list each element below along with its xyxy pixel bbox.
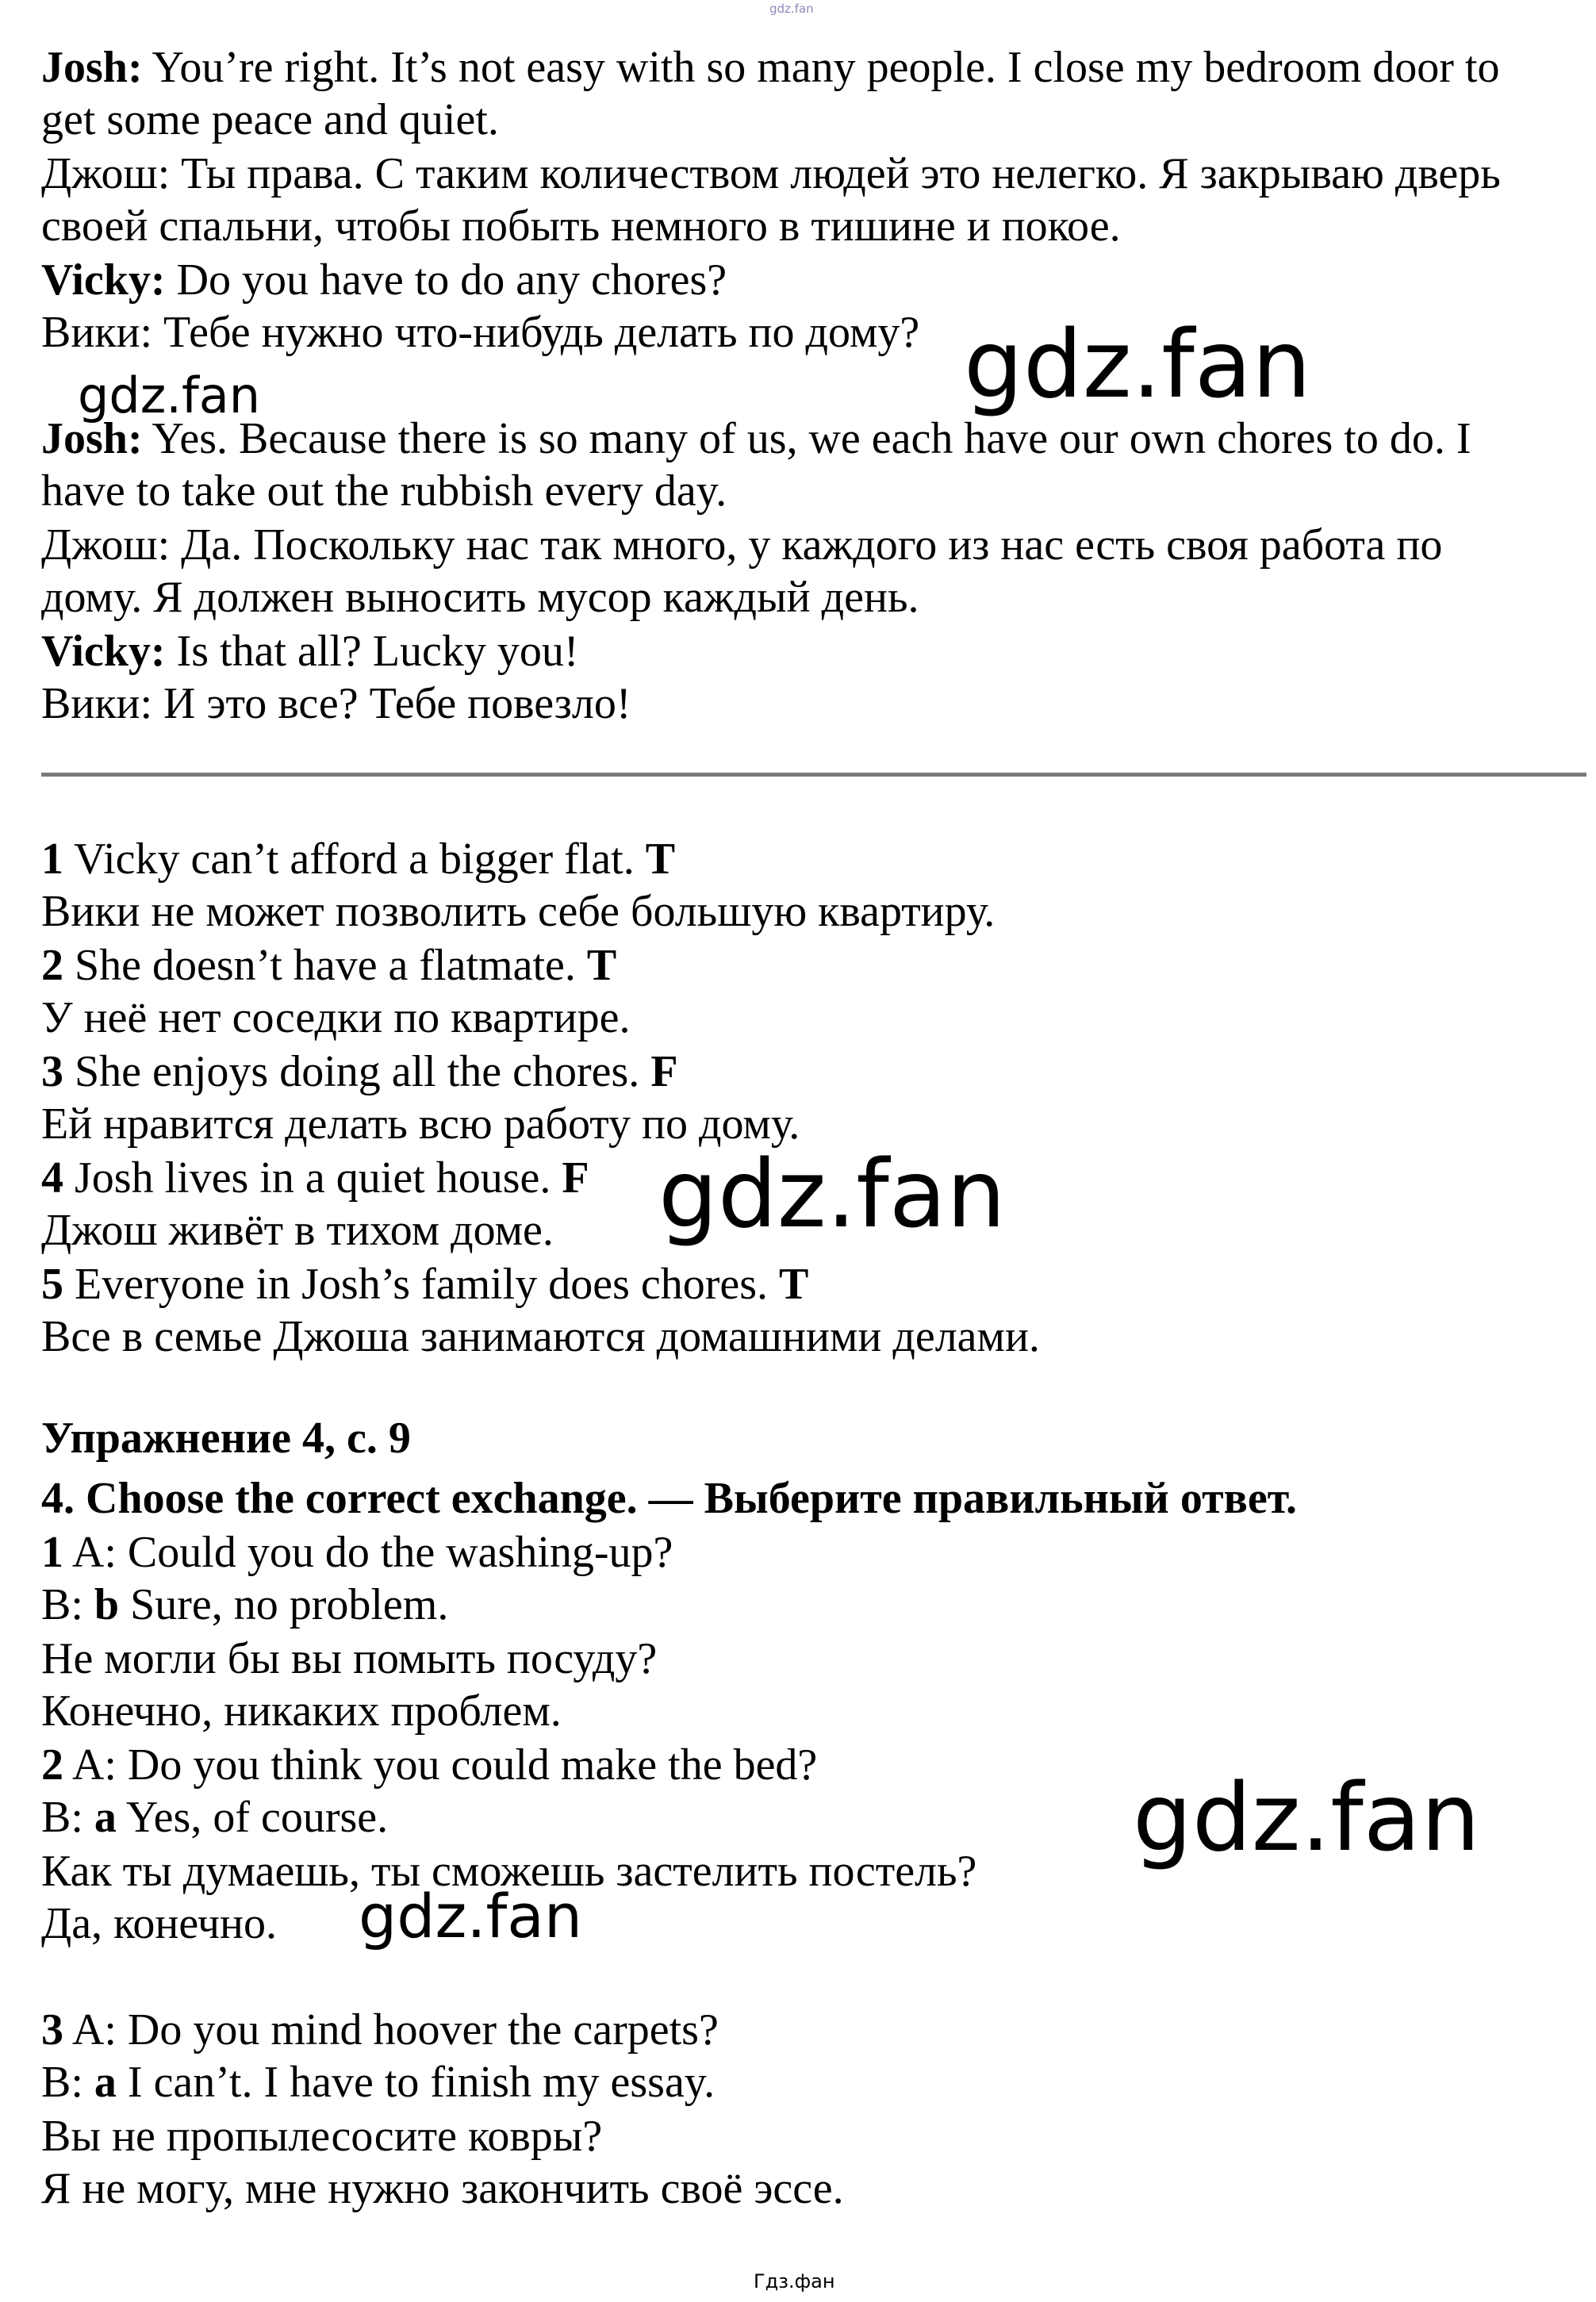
dialogue-line: [41, 94, 499, 146]
exchange-question: [41, 1739, 817, 1791]
dialogue-line: [41, 519, 1442, 571]
dialogue-text: Вики: И это все? Тебе повезло!: [41, 679, 631, 728]
watermark: gdz.fan: [658, 1139, 1006, 1249]
statement-number: 1: [41, 834, 63, 884]
statement-answer: F: [562, 1153, 589, 1203]
dialogue-line: [41, 41, 1499, 94]
dialogue-line: [41, 148, 1501, 200]
question-translation: Вы не пропылесосите ковры?: [41, 2112, 603, 2161]
statement-text: Josh lives in a quiet house.: [63, 1153, 562, 1203]
dialogue-text: You’re right. It’s not easy with so many people. I close my bedroom door to: [142, 43, 1500, 92]
dialogue-line: [41, 677, 631, 730]
statement-number: 5: [41, 1260, 63, 1309]
exchange-answer: [41, 1791, 388, 1844]
speaker: Josh:: [41, 43, 143, 92]
answer-text: Yes, of course.: [116, 1793, 389, 1842]
answer-text: Sure, no problem.: [119, 1580, 449, 1629]
exchange-number: 1: [41, 1528, 63, 1577]
dialogue-line: [41, 200, 1121, 252]
dialogue-line: [41, 306, 919, 359]
exchange-question: [41, 2004, 719, 2056]
statement-number: 4: [41, 1153, 63, 1203]
exercise-heading: Упражнение 4, с. 9: [41, 1414, 411, 1463]
statement-answer: T: [645, 834, 676, 884]
question-text: A: Do you think you could make the bed?: [63, 1740, 818, 1790]
dialogue-text: get some peace and quiet.: [41, 95, 499, 144]
statement-text: She enjoys doing all the chores.: [63, 1047, 651, 1096]
watermark: gdz.fan: [359, 1881, 583, 1951]
dialogue-text: Do you have to do any chores?: [165, 255, 727, 305]
answer-translation: Да, конечно.: [41, 1899, 277, 1948]
exchange-answer: [41, 1579, 448, 1631]
watermark: gdz.fan: [1133, 1763, 1480, 1872]
statement-line: [41, 1258, 808, 1310]
answer-translation: Конечно, никаких проблем.: [41, 1686, 562, 1736]
dialogue-line: [41, 625, 579, 677]
question-translation: Как ты думаешь, ты сможешь застелить постель?: [41, 1847, 977, 1896]
dialogue-text: Джош: Ты права. С таким количеством людей это нелегко. Я закрываю дверь: [41, 149, 1501, 198]
exchange-number: 2: [41, 1740, 63, 1790]
statement-line: [41, 1152, 589, 1204]
question-text: A: Could you do the washing-up?: [63, 1528, 673, 1577]
statement-text: Vicky can’t afford a bigger flat.: [63, 834, 646, 884]
dialogue-text: Yes. Because there is so many of us, we each have our own chores to do. I: [142, 414, 1471, 463]
page-footer: Гдз.фан: [754, 2270, 835, 2292]
statement-translation: Джош живёт в тихом доме.: [41, 1206, 554, 1255]
dialogue-text: Джош: Да. Поскольку нас так много, у каждого из нас есть своя работа по: [41, 520, 1443, 570]
speaker: Vicky:: [41, 627, 166, 676]
statement-text: She doesn’t have a flatmate.: [63, 941, 587, 990]
statement-line: [41, 1045, 678, 1098]
section-divider: [41, 773, 1586, 777]
top-watermark: gdz.fan: [769, 2, 814, 16]
dialogue-line: [41, 254, 727, 306]
watermark: gdz.fan: [78, 366, 261, 424]
dialogue-text: Вики: Тебе нужно что-нибудь делать по дому?: [41, 308, 920, 357]
answer-prefix: B:: [41, 2058, 94, 2107]
dialogue-text: своей спальни, чтобы побыть немного в тишине и покое.: [41, 201, 1121, 251]
statement-number: 2: [41, 941, 63, 990]
speaker: Josh:: [41, 414, 143, 463]
exchange-question: [41, 1526, 673, 1579]
exchange-number: 3: [41, 2005, 63, 2055]
answer-letter: a: [94, 2058, 117, 2107]
statement-text: Everyone in Josh’s family does chores.: [63, 1260, 780, 1309]
statement-line: [41, 939, 616, 992]
exchange-answer: [41, 2056, 715, 2108]
dialogue-line: [41, 571, 919, 623]
statement-translation: Вики не может позволить себе большую квартиру.: [41, 887, 996, 936]
statement-answer: T: [586, 941, 617, 990]
answer-translation: Я не могу, мне нужно закончить своё эссе.: [41, 2164, 844, 2213]
statement-translation: Ей нравится делать всю работу по дому.: [41, 1099, 800, 1149]
answer-letter: a: [94, 1793, 117, 1842]
speaker: Vicky:: [41, 255, 166, 305]
answer-prefix: B:: [41, 1580, 94, 1629]
dialogue-text: дому. Я должен выносить мусор каждый день.: [41, 573, 919, 622]
answer-text: I can’t. I have to finish my essay.: [116, 2058, 716, 2107]
question-translation: Не могли бы вы помыть посуду?: [41, 1634, 658, 1683]
watermark: gdz.fan: [964, 309, 1311, 419]
statement-translation: Все в семье Джоша занимаются домашними делами.: [41, 1312, 1040, 1361]
answer-letter: b: [94, 1580, 120, 1629]
answer-prefix: B:: [41, 1793, 94, 1842]
dialogue-line: [41, 465, 727, 517]
statement-translation: У неё нет соседки по квартире.: [41, 993, 631, 1042]
dialogue-text: have to take out the rubbish every day.: [41, 466, 727, 516]
statement-answer: F: [650, 1047, 678, 1096]
statement-answer: T: [779, 1260, 809, 1309]
exercise-task: 4. Choose the correct exchange. — Выберите правильный ответ.: [41, 1474, 1297, 1523]
statement-number: 3: [41, 1047, 63, 1096]
dialogue-text: Is that all? Lucky you!: [165, 627, 579, 676]
question-text: A: Do you mind hoover the carpets?: [63, 2005, 719, 2055]
statement-line: [41, 833, 675, 885]
